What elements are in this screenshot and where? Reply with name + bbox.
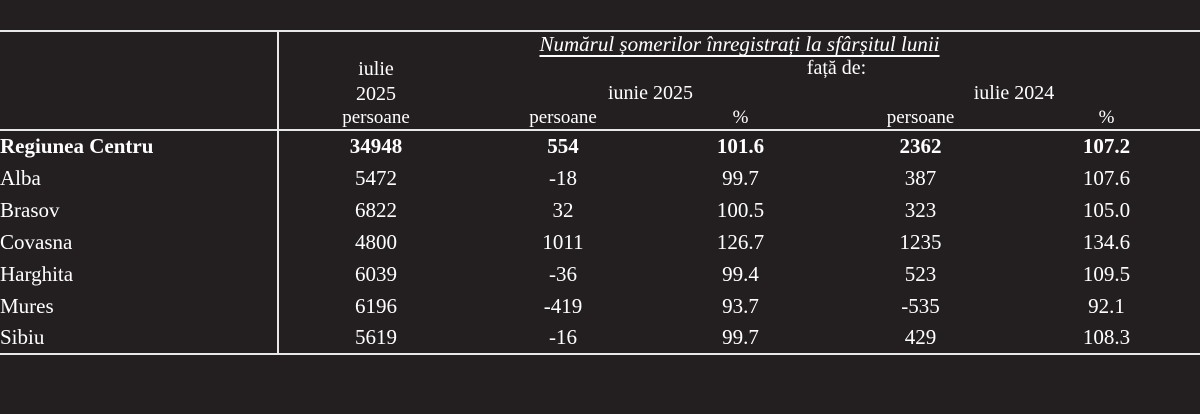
row-current-value: 6196 bbox=[278, 290, 473, 322]
row-pct-month: 126.7 bbox=[716, 229, 765, 254]
header-current-period bbox=[278, 57, 473, 107]
header-prev-year: iulie 2024 bbox=[973, 82, 1055, 105]
row-current-value: 6039 bbox=[278, 258, 473, 290]
row-diff-year: 2362 bbox=[899, 134, 942, 158]
row-pct-month: 99.7 bbox=[722, 165, 759, 190]
row-pct-year: 109.5 bbox=[1082, 261, 1131, 286]
row-pct-year: 92.1 bbox=[1088, 293, 1125, 318]
row-pct-month: 99.4 bbox=[722, 261, 759, 286]
header-comparison-label: față de: bbox=[806, 57, 867, 80]
row-label: Covasna bbox=[0, 229, 73, 254]
row-pct-year: 107.6 bbox=[1082, 165, 1131, 190]
row-diff-month: 554 bbox=[547, 134, 579, 158]
row-pct-year: 134.6 bbox=[1082, 229, 1131, 254]
row-pct-month: 93.7 bbox=[722, 293, 759, 318]
header-unit-year-percent: % bbox=[1098, 107, 1115, 128]
row-diff-month: 1011 bbox=[542, 229, 584, 254]
header-corner-cell bbox=[0, 31, 278, 130]
header-current-period-line2: 2025 bbox=[356, 83, 396, 105]
table-row bbox=[0, 162, 1200, 194]
header-unit-month-percent: % bbox=[732, 107, 749, 128]
row-current-value: 4800 bbox=[278, 226, 473, 258]
header-main-title: Numărul șomerilor înregistrați la sfârșitul lunii bbox=[278, 31, 1200, 57]
row-diff-year: 1235 bbox=[899, 229, 942, 254]
row-pct-year: 108.3 bbox=[1082, 325, 1131, 349]
row-current-value: 5619 bbox=[278, 322, 473, 354]
table-row bbox=[0, 290, 1200, 322]
row-current-value: 6822 bbox=[278, 194, 473, 226]
row-label: Regiunea Centru bbox=[0, 134, 154, 158]
table-row bbox=[0, 226, 1200, 258]
row-current-value: 5472 bbox=[278, 162, 473, 194]
row-label: Alba bbox=[0, 165, 41, 190]
row-diff-year: 323 bbox=[904, 197, 937, 222]
header-unit-month-persons: persoane bbox=[529, 107, 597, 128]
row-pct-year: 105.0 bbox=[1082, 197, 1131, 222]
row-label: Sibiu bbox=[0, 325, 45, 349]
row-diff-year: 387 bbox=[904, 165, 937, 190]
row-pct-month: 100.5 bbox=[716, 197, 765, 222]
row-label: Brasov bbox=[0, 197, 60, 222]
table-header-title-row bbox=[0, 31, 1200, 57]
table-row bbox=[0, 130, 1200, 162]
row-label: Mures bbox=[0, 293, 54, 318]
row-diff-year: -535 bbox=[901, 293, 940, 318]
header-prev-month: iunie 2025 bbox=[608, 82, 693, 105]
row-diff-month: -36 bbox=[549, 261, 577, 286]
row-diff-month: -16 bbox=[549, 325, 577, 349]
table-row bbox=[0, 194, 1200, 226]
header-unit-current: persoane bbox=[278, 107, 473, 130]
row-pct-month: 101.6 bbox=[716, 134, 765, 158]
row-diff-month: 32 bbox=[552, 197, 574, 222]
unemployment-table bbox=[0, 30, 1200, 355]
header-current-period-line1: iulie bbox=[358, 58, 394, 80]
row-diff-month: -18 bbox=[549, 165, 577, 190]
row-current-value: 34948 bbox=[278, 130, 473, 162]
table-row bbox=[0, 322, 1200, 354]
table-row bbox=[0, 258, 1200, 290]
row-label: Harghita bbox=[0, 261, 74, 286]
row-diff-year: 429 bbox=[904, 325, 937, 349]
row-pct-year: 107.2 bbox=[1082, 134, 1131, 158]
row-pct-month: 99.7 bbox=[722, 325, 759, 349]
row-diff-month: -419 bbox=[543, 293, 583, 318]
row-diff-year: 523 bbox=[904, 261, 937, 286]
header-unit-year-persons: persoane bbox=[886, 107, 955, 128]
